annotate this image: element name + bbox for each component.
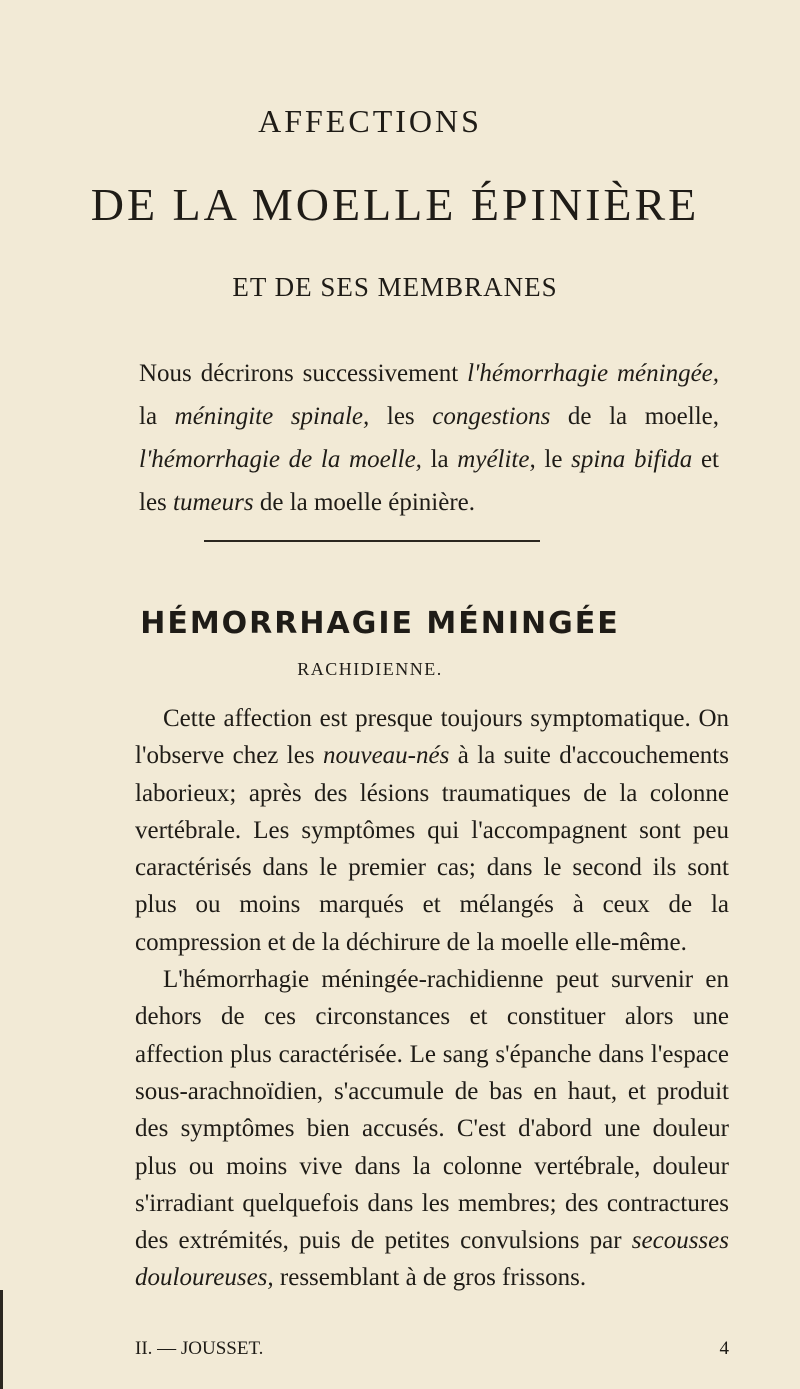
intro-term: myélite, bbox=[457, 446, 536, 473]
section-subtitle: RACHIDIENNE. bbox=[297, 659, 443, 679]
page-footer bbox=[135, 1338, 729, 1360]
signature-mark: II. — JOUSSET. bbox=[135, 1338, 264, 1359]
intro-text: la bbox=[421, 446, 458, 473]
body-paragraph-2 bbox=[135, 961, 729, 1297]
intro-term: tumeurs bbox=[173, 489, 254, 516]
intro-term: l'hémorrhagie de la moelle, bbox=[139, 446, 422, 473]
intro-term: l'hémorrhagie méningée, bbox=[467, 360, 720, 387]
intro-paragraph bbox=[139, 352, 719, 524]
body-text bbox=[135, 700, 729, 1297]
signature-number: 4 bbox=[719, 1338, 729, 1359]
section-divider bbox=[204, 540, 540, 542]
intro-text: la bbox=[139, 403, 175, 430]
heading-affections: AFFECTIONS bbox=[258, 103, 482, 139]
body-paragraph-1 bbox=[135, 700, 729, 961]
intro-text: de la moelle, bbox=[550, 403, 720, 430]
intro-term: méningite spinale, bbox=[174, 403, 370, 430]
intro-text: le bbox=[535, 446, 572, 473]
body-text-run: L'hémorrhagie méningée-rachidienne peut survenir en dehors de ces circonstances et constituer alors une affection plus caractérisée. Le sang s'épanche dans l'espace sous-arachnoïdien, s'accumule de bas en haut, et produit des symptômes bien accusés. C'est d'abord une douleur plus ou moins vive dans la colonne vertébrale, douleur s'irradiant quelquefois dans les membres; des contractures des extrémités, puis de petites convulsions par bbox=[135, 966, 729, 1255]
intro-term: spina bifida bbox=[571, 446, 693, 473]
body-text-run: ressemblant à de gros frissons. bbox=[273, 1264, 587, 1292]
body-term: secousses douloureuses, bbox=[135, 1227, 729, 1292]
body-term: nouveau-nés bbox=[322, 742, 450, 770]
page-edge-mark bbox=[0, 1290, 3, 1389]
intro-term: congestions bbox=[432, 403, 551, 430]
intro-text: et les bbox=[139, 446, 720, 516]
intro-text: Nous décrirons successivement bbox=[139, 360, 468, 387]
section-title: HÉMORRHAGIE MÉNINGÉE bbox=[140, 606, 620, 641]
body-text-run: à la suite d'accouchements laborieux; après des lésions traumatiques de la colonne vertébrale. Les symptômes qui l'accompagnent sont peu caractérisés dans le premier cas; dans le second ils sont plus ou moins marqués et mélangés à ceux de la compression et de la déchirure de la moelle elle-même. bbox=[135, 742, 729, 956]
body-text-run: Cette affection est presque toujours symptomatique. On l'observe chez les bbox=[135, 705, 729, 770]
intro-text: les bbox=[369, 403, 433, 430]
heading-moelle-epiniere: DE LA MOELLE ÉPINIÈRE bbox=[90, 179, 700, 230]
intro-text: de la moelle épinière. bbox=[253, 489, 476, 516]
heading-membranes: ET DE SES MEMBRANES bbox=[232, 272, 558, 302]
